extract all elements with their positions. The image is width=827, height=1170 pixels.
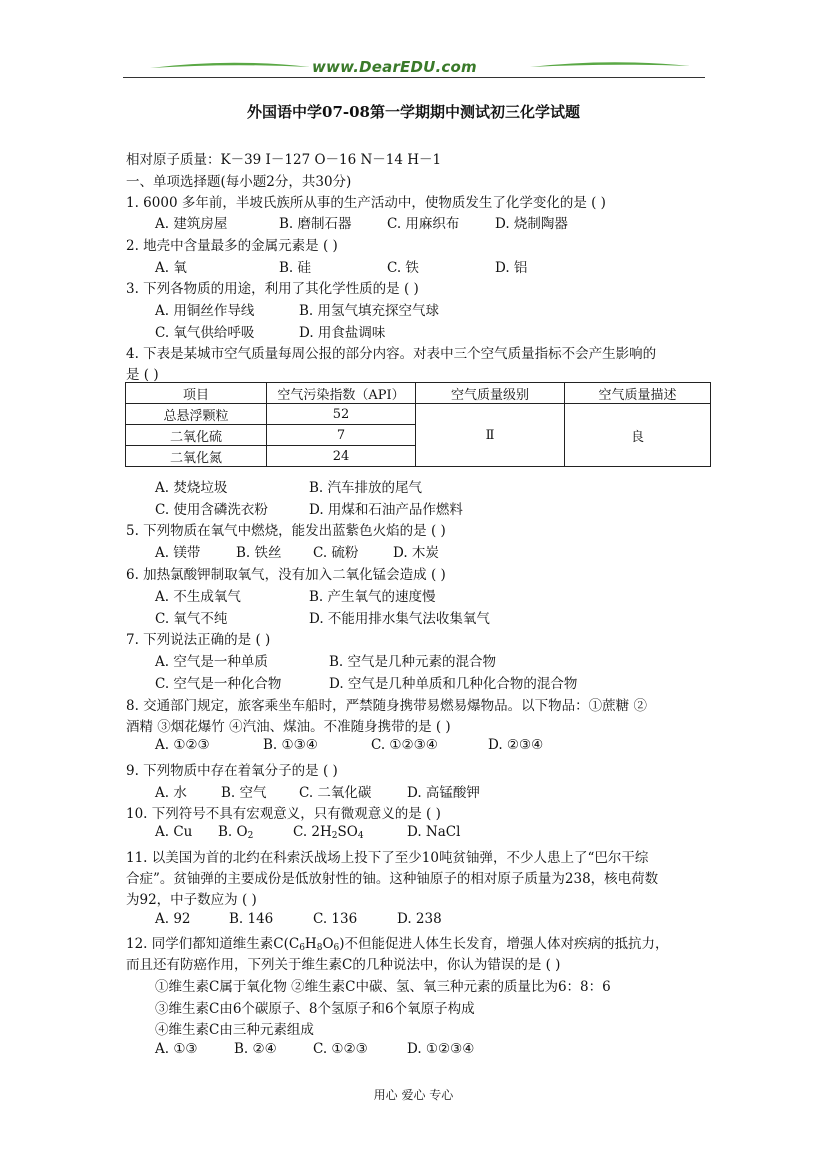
q8-stem-line1: 8. 交通部门规定，旅客乘坐车船时，严禁随身携带易燃易爆物品。以下物品：①蔗糖 ② xyxy=(126,698,647,714)
q8-option-c: C. ①②③④ xyxy=(371,737,438,753)
q10-option-b: B. $O_2$ xyxy=(218,824,254,841)
table-cell-item: 二氧化硫 xyxy=(126,425,267,446)
q9-option-c: C. 二氧化碳 xyxy=(299,785,372,801)
q1-option-b: B. 磨制石器 xyxy=(279,216,352,232)
q8-option-b: B. ①③④ xyxy=(263,737,318,753)
q4-option-b: B. 汽车排放的尾气 xyxy=(309,480,423,496)
table-cell-api: 7 xyxy=(267,425,416,446)
q8-stem-line2: 酒精 ③烟花爆竹 ④汽油、煤油。不准随身携带的是 ( ) xyxy=(126,719,451,735)
swoosh-left xyxy=(150,63,310,68)
q1-option-c: C. 用麻织布 xyxy=(387,216,460,232)
q5-option-a: A. 镁带 xyxy=(155,545,201,561)
q10-option-a: A. Cu xyxy=(155,824,193,840)
q12-stem-line1: 12. 同学们都知道维生素$C(C_6H_8O_6)$不但能促进人体生长发育，增强人体对疾病的抵抗力， xyxy=(126,936,669,953)
q11-stem-line2: 合症”。贫铀弹的主要成份是低放射性的铀。这种铀原子的相对原子质量为238，核电荷数 xyxy=(126,871,659,887)
air-quality-table xyxy=(125,382,711,467)
q8-option-a: A. ①②③ xyxy=(155,737,210,753)
q2-option-c: C. 铁 xyxy=(387,260,419,276)
table-header: 项目 xyxy=(126,383,267,404)
table-cell-item: 二氧化氮 xyxy=(126,446,267,467)
q12-statement-4: ④维生素C由三种元素组成 xyxy=(155,1022,314,1038)
table-cell-item: 总悬浮颗粒 xyxy=(126,404,267,425)
q7-option-c: C. 空气是一种化合物 xyxy=(155,676,282,692)
page-title: 外国语中学07-08第一学期期中测试初三化学试题 xyxy=(247,103,580,121)
q2-option-b: B. 硅 xyxy=(279,260,312,276)
q12-statement-3: ③维生素C由6个碳原子、8个氢原子和6个氧原子构成 xyxy=(155,1001,475,1017)
table-row xyxy=(126,404,711,425)
page-footer: 用心 爱心 专心 xyxy=(373,1088,454,1102)
q4-option-d: D. 用煤和石油产品作燃料 xyxy=(309,502,463,518)
q8-option-d: D. ②③④ xyxy=(488,737,544,753)
q6-option-d: D. 不能用排水集气法收集氧气 xyxy=(309,611,490,627)
q4-option-a: A. 焚烧垃圾 xyxy=(155,480,228,496)
q4-stem-line1: 4. 下表是某城市空气质量每周公报的部分内容。对表中三个空气质量指标不会产生影响的 xyxy=(126,346,657,362)
q3-option-c: C. 氧气供给呼吸 xyxy=(155,325,255,341)
q10-option-d: D. NaCl xyxy=(407,824,461,840)
q5-option-b: B. 铁丝 xyxy=(236,545,282,561)
q9-option-a: A. 水 xyxy=(155,785,187,801)
q1-stem: 1. 6000 多年前，半坡氏族所从事的生产活动中，使物质发生了化学变化的是 ( ) xyxy=(126,195,606,211)
q5-option-c: C. 硫粉 xyxy=(313,545,359,561)
swoosh-right xyxy=(530,62,690,67)
q3-option-d: D. 用食盐调味 xyxy=(299,325,386,341)
table-header: 空气质量级别 xyxy=(416,383,565,404)
atomic-mass-line: 相对原子质量：K－39 I－127 O－16 N－14 H－1 xyxy=(126,152,442,168)
q12-option-a: A. ①③ xyxy=(155,1041,198,1057)
q7-option-d: D. 空气是几种单质和几种化合物的混合物 xyxy=(329,676,578,692)
q6-stem: 6. 加热氯酸钾制取氧气，没有加入二氧化锰会造成 ( ) xyxy=(126,567,446,583)
q2-option-d: D. 铝 xyxy=(495,260,528,276)
site-url: www.DearEDU.com xyxy=(312,58,477,76)
q10-stem: 10. 下列符号不具有宏观意义，只有微观意义的是 ( ) xyxy=(126,806,441,822)
header-divider xyxy=(123,77,705,78)
q9-option-d: D. 高锰酸钾 xyxy=(407,785,480,801)
q6-option-b: B. 产生氧气的速度慢 xyxy=(309,589,436,605)
q3-option-a: A. 用铜丝作导线 xyxy=(155,303,255,319)
q4-option-c: C. 使用含磷洗衣粉 xyxy=(155,502,268,518)
table-header: 空气质量描述 xyxy=(565,383,711,404)
q11-option-b: B. 146 xyxy=(229,911,274,927)
table-cell-api: 52 xyxy=(267,404,416,425)
q12-statement-1-2: ①维生素C属于氧化物 ②维生素C中碳、氢、氧三种元素的质量比为6：8：6 xyxy=(155,979,611,995)
q9-stem: 9. 下列物质中存在着氧分子的是 ( ) xyxy=(126,763,338,779)
q4-stem-line2: 是 ( ) xyxy=(126,367,159,383)
q12-option-b: B. ②④ xyxy=(234,1041,277,1057)
q7-stem: 7. 下列说法正确的是 ( ) xyxy=(126,632,271,648)
section-heading: 一、单项选择题(每小题2分，共30分) xyxy=(126,174,352,190)
q11-option-a: A. 92 xyxy=(155,911,191,927)
q1-option-d: D. 烧制陶器 xyxy=(495,216,568,232)
q3-stem: 3. 下列各物质的用途，利用了其化学性质的是 ( ) xyxy=(126,281,419,297)
q11-stem-line1: 11. 以美国为首的北约在科索沃战场上投下了至少10吨贫铀弹，不少人患上了“巴尔干综 xyxy=(126,850,649,866)
table-cell-api: 24 xyxy=(267,446,416,467)
q7-option-b: B. 空气是几种元素的混合物 xyxy=(329,654,497,670)
table-cell-desc: 良 xyxy=(565,404,711,467)
q12-stem-line2: 而且还有防癌作用，下列关于维生素C的几种说法中，你认为错误的是 ( ) xyxy=(126,957,561,973)
q11-stem-line3: 为92，中子数应为 ( ) xyxy=(126,892,257,908)
q9-option-b: B. 空气 xyxy=(221,785,267,801)
q3-option-b: B. 用氢气填充探空气球 xyxy=(299,303,440,319)
q12-option-c: C. ①②③ xyxy=(313,1041,368,1057)
q6-option-c: C. 氧气不纯 xyxy=(155,611,228,627)
q6-option-a: A. 不生成氧气 xyxy=(155,589,241,605)
q11-option-d: D. 238 xyxy=(397,911,442,927)
q10-option-c: C. $2H_2SO_4$ xyxy=(293,824,364,841)
q12-option-d: D. ①②③④ xyxy=(407,1041,475,1057)
table-cell-level: Ⅱ xyxy=(416,404,565,467)
q11-option-c: C. 136 xyxy=(313,911,358,927)
table-header: 空气污染指数（API） xyxy=(267,383,416,404)
q1-option-a: A. 建筑房屋 xyxy=(155,216,228,232)
q7-option-a: A. 空气是一种单质 xyxy=(155,654,268,670)
q5-stem: 5. 下列物质在氧气中燃烧，能发出蓝紫色火焰的是 ( ) xyxy=(126,523,446,539)
q5-option-d: D. 木炭 xyxy=(393,545,439,561)
q2-option-a: A. 氧 xyxy=(155,260,187,276)
q2-stem: 2. 地壳中含量最多的金属元素是 ( ) xyxy=(126,238,338,254)
table-header-row xyxy=(126,383,711,404)
